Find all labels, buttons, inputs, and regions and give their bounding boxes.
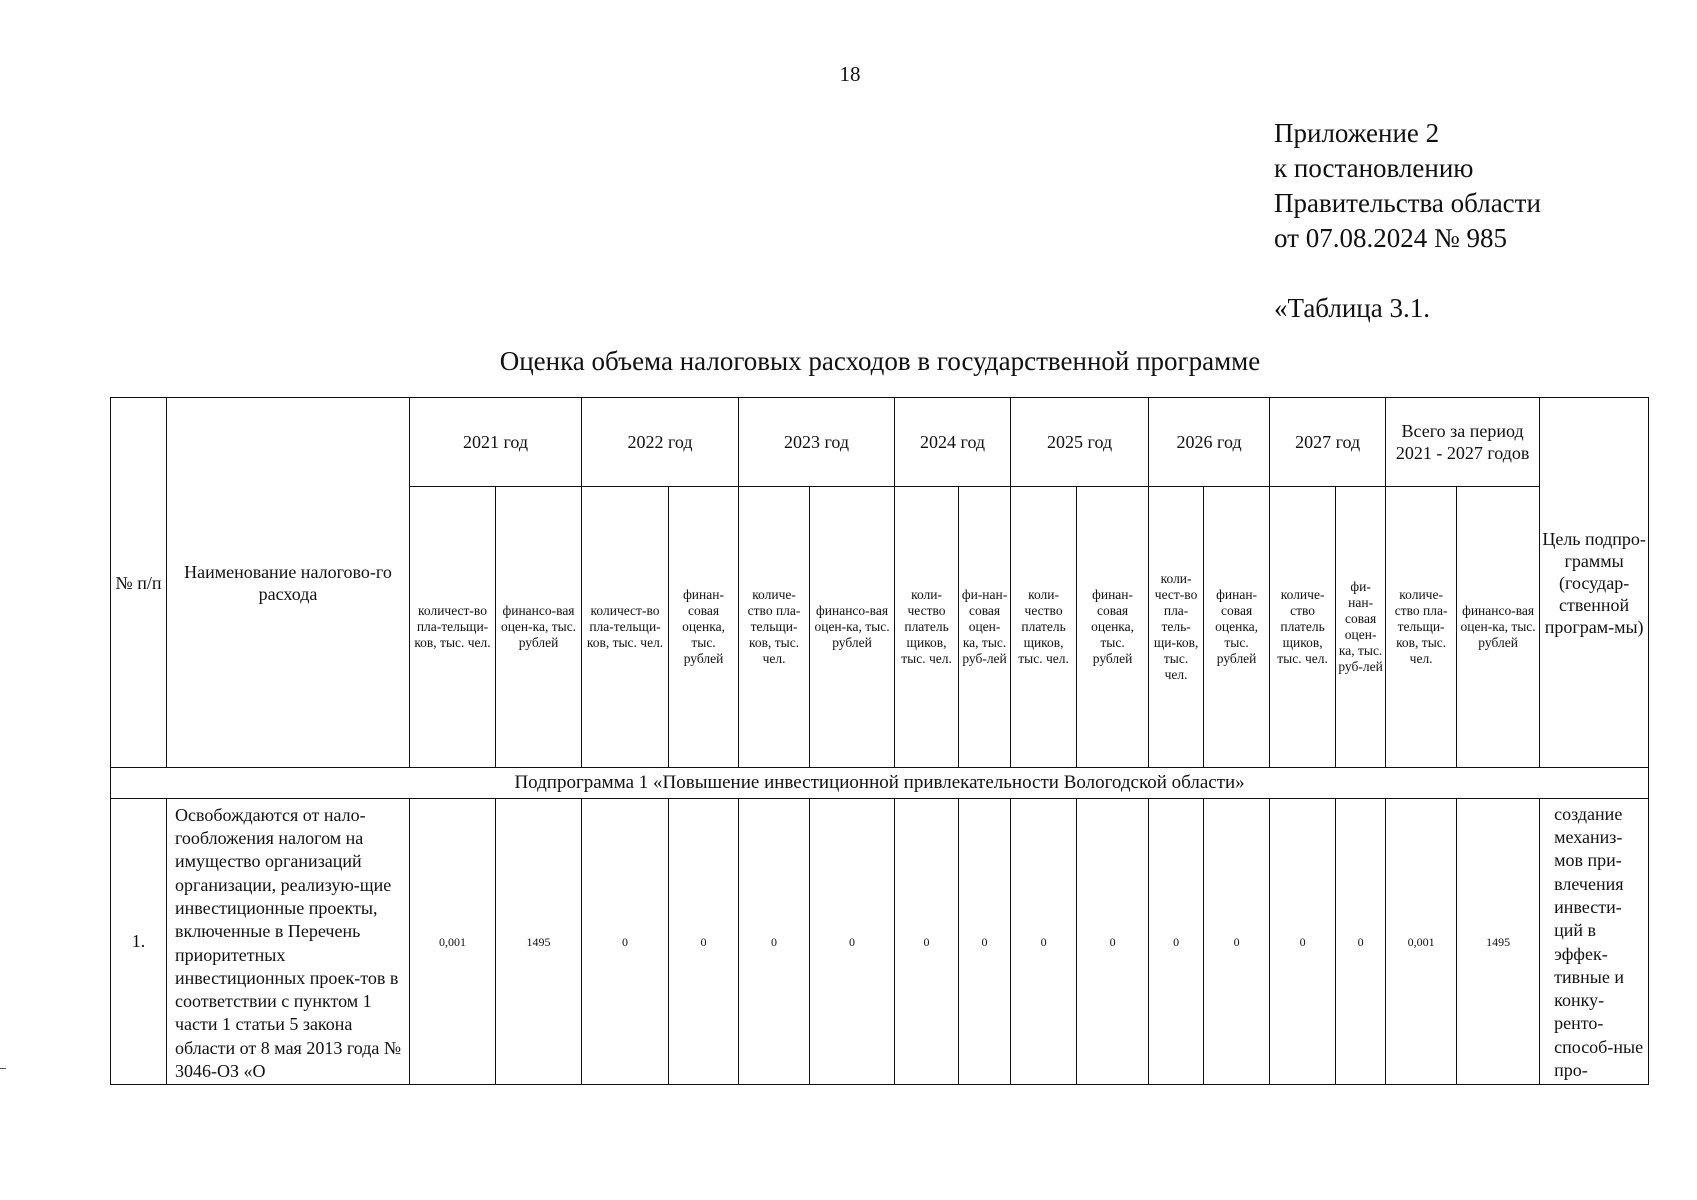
column-header-year-2021: 2021 год (410, 398, 582, 487)
goal-text: создание механиз-мов при-влечения инвести-ций в эффек-тивные и конку-ренто-способ-ные про- (1540, 799, 1649, 1085)
column-header-year-2026: 2026 год (1149, 398, 1270, 487)
subheader-amount: фи-нан-совая оцен-ка, тыс. руб-лей (1336, 487, 1386, 768)
row-number: 1. (111, 799, 167, 1085)
subheader-payers: коли-чество платель щиков, тыс. чел. (1011, 487, 1077, 768)
table-reference: «Таблица 3.1. (1274, 293, 1430, 323)
value-cell: 0 (582, 799, 669, 1085)
tax-expenditure-name: Освобождаются от нало-гообложения налогом на имущество организаций организации, реализую-щие инвестиционные проекты, включенные в Перечень приоритетных инвестиционных проек-тов в соответствии с пунктом 1 части 1 статьи 5 закона области от 8 мая 2013 года № 3046-ОЗ «О (167, 799, 410, 1085)
tax-expenditure-table (110, 397, 1649, 1085)
column-header-name: Наименование налогово-го расхода (167, 398, 410, 768)
annex-line-2: к постановлению (1274, 153, 1474, 183)
column-header-year-2025: 2025 год (1011, 398, 1149, 487)
annex-header (1274, 116, 1541, 256)
column-header-year-2023: 2023 год (739, 398, 895, 487)
subheader-amount: финансо-вая оцен-ка, тыс. рублей (810, 487, 895, 768)
value-cell: 0 (669, 799, 739, 1085)
value-cell: 0 (1204, 799, 1270, 1085)
header-row-years (111, 398, 1649, 487)
subheader-amount: финансо-вая оцен-ка, тыс. рублей (496, 487, 582, 768)
subprogram-row (111, 768, 1649, 799)
subheader-payers: количест-во пла-тельщи-ков, тыс. чел. (410, 487, 496, 768)
value-cell: 0 (1011, 799, 1077, 1085)
subheader-amount: финансо-вая оцен-ка, тыс. рублей (1457, 487, 1540, 768)
subheader-payers: количест-во пла-тельщи-ков, тыс. чел. (582, 487, 669, 768)
value-cell: 0 (1336, 799, 1386, 1085)
subprogram-title: Подпрограмма 1 «Повышение инвестиционной привлекательности Вологодской области» (111, 768, 1649, 799)
subheader-payers: количе-ство пла-тельщи-ков, тыс. чел. (739, 487, 810, 768)
subheader-amount: фи-нан-совая оцен-ка, тыс. руб-лей (959, 487, 1011, 768)
value-cell: 0,001 (1386, 799, 1457, 1085)
column-header-year-2022: 2022 год (582, 398, 739, 487)
value-cell: 0,001 (410, 799, 496, 1085)
subheader-payers: коли-чество платель щиков, тыс. чел. (895, 487, 959, 768)
table-row (111, 799, 1649, 1085)
value-cell: 0 (1077, 799, 1149, 1085)
value-cell: 0 (1149, 799, 1204, 1085)
subheader-amount: финан-совая оценка, тыс. рублей (669, 487, 739, 768)
subheader-payers: количе-ство пла-тельщи-ков, тыс. чел. (1386, 487, 1457, 768)
column-header-year-2027: 2027 год (1270, 398, 1386, 487)
document-title: Оценка объема налоговых расходов в государственной программе (499, 346, 1261, 376)
value-cell: 0 (1270, 799, 1336, 1085)
value-cell: 0 (895, 799, 959, 1085)
subheader-payers: коли-чест-во пла-тель-щи-ков, тыс. чел. (1149, 487, 1204, 768)
annex-line-4: от 07.08.2024 № 985 (1274, 223, 1507, 253)
column-header-number: № п/п (111, 398, 167, 768)
subheader-payers: количе-ство платель щиков, тыс. чел. (1270, 487, 1336, 768)
value-cell: 1495 (1457, 799, 1540, 1085)
subheader-amount: финан-совая оценка, тыс. рублей (1077, 487, 1149, 768)
value-cell: 0 (739, 799, 810, 1085)
column-header-goal: Цель подпро-граммы (государ-ственной програм-мы) (1540, 398, 1649, 768)
annex-line-1: Приложение 2 (1274, 118, 1440, 148)
column-header-year-2024: 2024 год (895, 398, 1011, 487)
page-number: 18 (839, 62, 861, 86)
value-cell: 0 (810, 799, 895, 1085)
value-cell: 0 (959, 799, 1011, 1085)
annex-line-3: Правительства области (1274, 188, 1541, 218)
value-cell: 1495 (496, 799, 582, 1085)
column-header-total-period: Всего за период 2021 - 2027 годов (1386, 398, 1540, 487)
subheader-amount: финан-совая оценка, тыс. рублей (1204, 487, 1270, 768)
scan-edge-mark (0, 1068, 6, 1069)
